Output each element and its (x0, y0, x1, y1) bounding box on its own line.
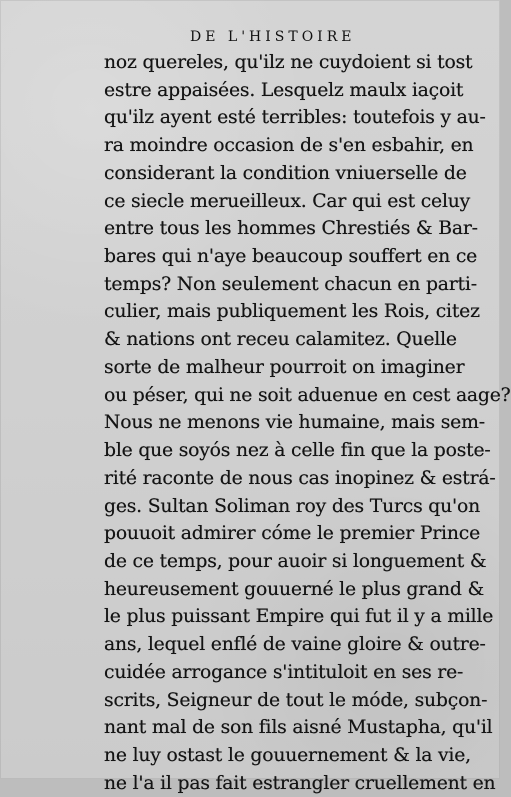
text-line: ce siecle merueilleux. Car qui est celuy (104, 190, 471, 212)
text-line: heureusement gouuerné le plus grand & (104, 578, 485, 600)
text-line: culier, mais publiquement les Rois, citez (104, 301, 480, 323)
text-line: ble que soyós nez à celle fin que la poste- (104, 440, 491, 462)
text-line: bares qui n'aye beaucoup souffert en ce (104, 246, 478, 268)
text-line: cuidée arrogance s'intituloit en ses re- (104, 661, 464, 683)
text-line: & nations ont receu calamitez. Quelle (104, 329, 457, 351)
text-line: ne l'a il pas fait estrangler cruellement en (104, 772, 496, 794)
text-line: noz quereles, qu'ilz ne cuydoient si tost (104, 52, 473, 73)
text-line: pouuoit admirer cóme le premier Prince (104, 523, 480, 545)
text-line: entre tous les hommes Chrestiés & Bar- (104, 218, 478, 240)
text-line: ges. Sultan Soliman roy des Turcs qu'on (104, 495, 480, 517)
text-line: rité raconte de nous cas inopinez & estrá- (104, 467, 496, 489)
text-line: sorte de malheur pourroit on imaginer (104, 356, 465, 378)
text-line: ra moindre occasion de s'en esbahir, en (104, 135, 474, 157)
text-line: Nous ne menons vie humaine, mais sem- (104, 412, 485, 434)
text-line: nant mal de son fils aisné Mustapha, qu'il (104, 717, 493, 739)
text-line: estre appaisées. Lesquelz maulx iaçoit (104, 79, 464, 101)
text-line: de ce temps, pour auoir si longuement & (104, 550, 487, 572)
text-line: qu'ilz ayent esté terribles: toutefois y au- (104, 107, 486, 129)
text-line: ou péser, qui ne soit aduenue en cest aage? (104, 384, 511, 406)
text-line: ne luy ostast le gouuernement & la vie, (104, 744, 471, 766)
text-line: temps? Non seulement chacun en parti- (104, 273, 477, 295)
body-text-block (104, 49, 511, 797)
running-head: DE L'HISTOIRE (190, 29, 356, 45)
text-line: ans, lequel enflé de vaine gloire & outre- (104, 634, 486, 656)
text-line: scrits, Seigneur de tout le móde, subçon- (104, 689, 488, 711)
text-line: le plus puissant Empire qui fut il y a mille (104, 606, 494, 628)
text-line: considerant la condition vniuerselle de (104, 162, 467, 184)
